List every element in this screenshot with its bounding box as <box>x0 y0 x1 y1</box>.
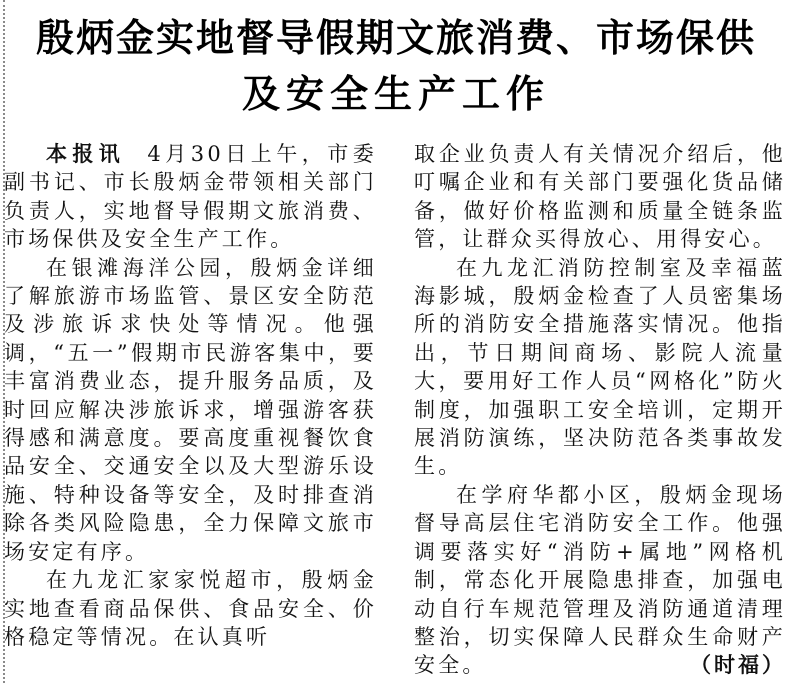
headline-line-2: 及安全生产工作 <box>241 72 550 116</box>
article-paragraph-3-continued: 取企业负责人有关情况介绍后，他叮嘱企业和有关部门要强化货品储备，做好价格监测和质量全链条监管，让群众买得放心、用得安心。 <box>414 142 786 252</box>
article-paragraph-1 <box>4 140 377 254</box>
headline-line-1: 殷炳金实地督导假期文旅消费、市场保供 <box>35 16 756 60</box>
article-column-right <box>414 140 786 680</box>
article-paragraph-3: 在九龙汇家家悦超市，殷炳金实地查看商品保供、食品安全、价格稳定等情况。在认真听 <box>4 568 377 649</box>
article-paragraph-4: 在九龙汇消防控制室及幸福蓝海影城，殷炳金检查了人员密集场所的消防安全措施落实情况。他指出，节日期间商场、影院人流量大，要用好工作人员“网格化”防火制度，加强职工安全培训，定期开展消防演练，坚决防范各类事故发生。 <box>414 255 786 479</box>
dateline: 本报讯 <box>46 142 125 166</box>
article-paragraph-5 <box>414 481 786 680</box>
article-paragraph-2: 在银滩海洋公园，殷炳金详细了解旅游市场监管、景区安全防范及涉旅诉求快处等情况。他强调，“五一”假期市民游客集中，要丰富消费业态，提升服务品质，及时回应解决涉旅诉求，增强游客获得感和满意度。要高度重视餐饮食品安全、交通安全以及大型游乐设施、特种设备等安全，及时排查消除各类风险隐患，全力保障文旅市场安定有序。 <box>4 255 377 564</box>
article-column-left <box>4 140 377 651</box>
headline <box>0 10 792 122</box>
paragraph-5-text: 在学府华都小区，殷炳金现场督导高层住宅消防安全工作。他强调要落实好“消防+属地”网格机制，常态化开展隐患排查，加强电动自行车规范管理及消防通道清理整治，切实保障人民群众生命财产安全。 <box>414 482 786 678</box>
paragraph-1-text: 4月30日上午，市委副书记、市长殷炳金带领相关部门负责人，实地督导假期文旅消费、市场保供及安全生产工作。 <box>4 142 377 252</box>
byline: （时福） <box>690 653 786 678</box>
